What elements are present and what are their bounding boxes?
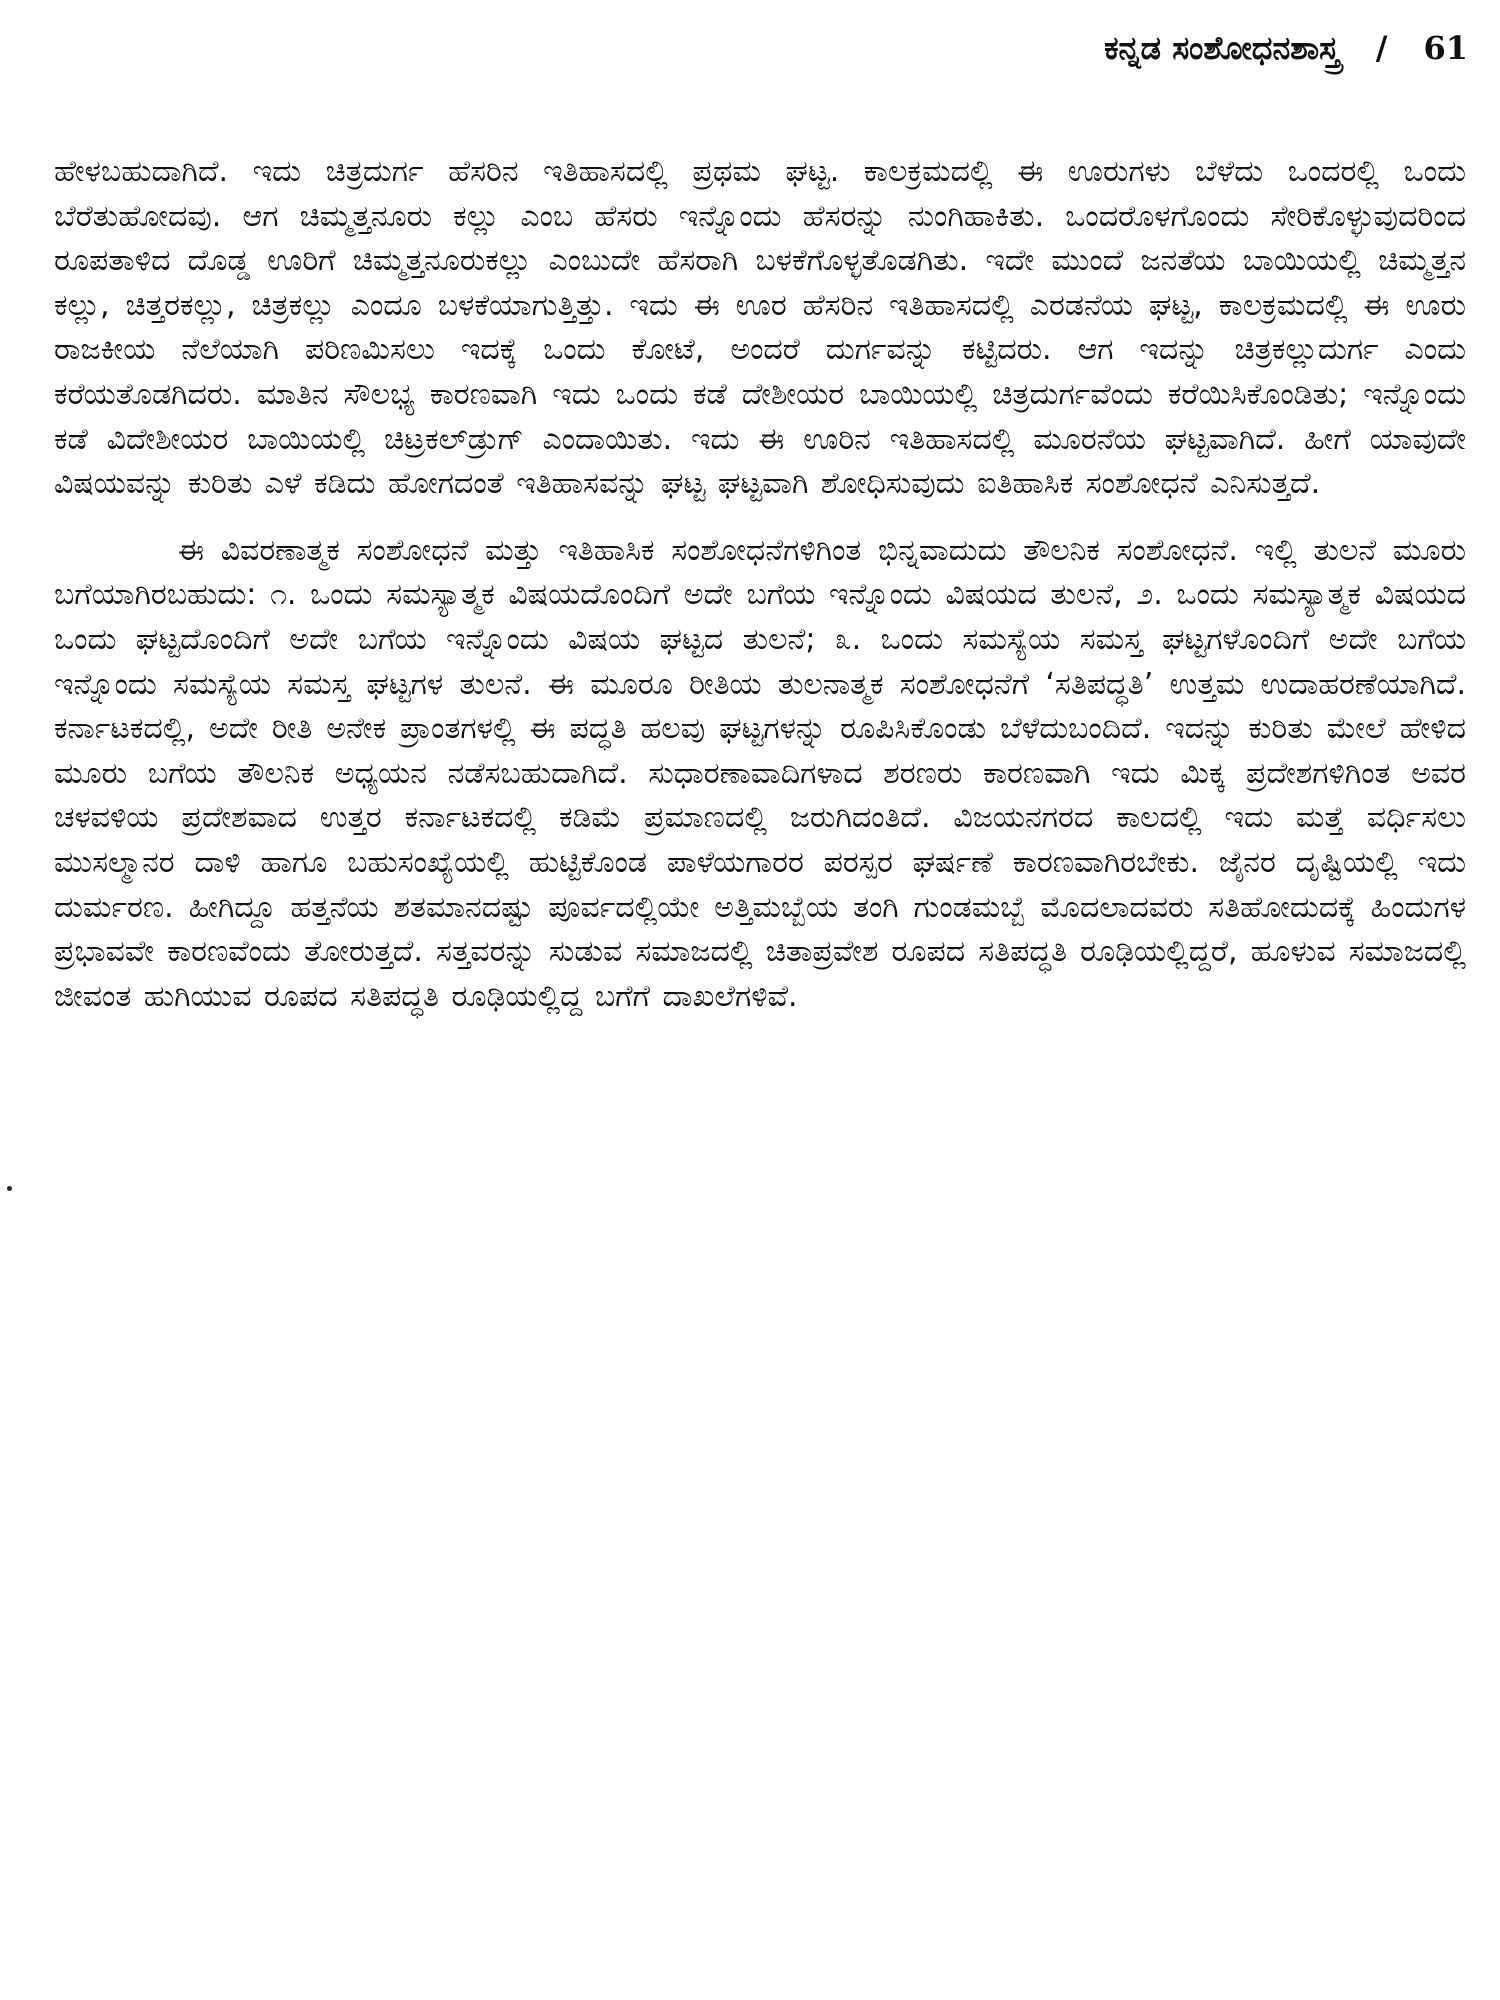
scan-speck xyxy=(7,1186,12,1191)
paragraph-1: ಹೇಳಬಹುದಾಗಿದೆ. ಇದು ಚಿತ್ರದುರ್ಗ ಹೆಸರಿನ ಇತಿಹಾಸದಲ್ಲಿ ಪ್ರಥಮ ಘಟ್ಟ. ಕಾಲಕ್ರಮದಲ್ಲಿ ಈ ಊರುಗಳು ಬೆಳೆದು ಒಂದರಲ್ಲಿ ಒಂದು ಬೆರೆತುಹೋದವು. ಆಗ ಚಿಮ್ಮತ್ತನೂರು ಕಲ್ಲು ಎಂಬ ಹೆಸರು ಇನ್ನೊಂದು ಹೆಸರನ್ನು ನುಂಗಿಹಾಕಿತು. ಒಂದರೊಳಗೊಂದು ಸೇರಿಕೊಳ್ಳುವುದರಿಂದ ರೂಪತಾಳಿದ ದೊಡ್ಡ ಊರಿಗೆ ಚಿಮ್ಮತ್ತನೂರುಕಲ್ಲು ಎಂಬುದೇ ಹೆಸರಾಗಿ ಬಳಕೆಗೊಳ್ಳತೊಡಗಿತು. ಇದೇ ಮುಂದೆ ಜನತೆಯ ಬಾಯಿಯಲ್ಲಿ ಚಿಮ್ಮತ್ತನ ಕಲ್ಲು, ಚಿತ್ತರಕಲ್ಲು, ಚಿತ್ರಕಲ್ಲು ಎಂದೂ ಬಳಕೆಯಾಗುತ್ತಿತ್ತು. ಇದು ಈ ಊರ ಹೆಸರಿನ ಇತಿಹಾಸದಲ್ಲಿ ಎರಡನೆಯ ಘಟ್ಟ, ಕಾಲಕ್ರಮದಲ್ಲಿ ಈ ಊರು ರಾಜಕೀಯ ನೆಲೆಯಾಗಿ ಪರಿಣಮಿಸಲು ಇದಕ್ಕೆ ಒಂದು ಕೋಟೆ, ಅಂದರೆ ದುರ್ಗವನ್ನು ಕಟ್ಟಿದರು. ಆಗ ಇದನ್ನು ಚಿತ್ರಕಲ್ಲುದುರ್ಗ ಎಂದು ಕರೆಯತೊಡಗಿದರು. ಮಾತಿನ ಸೌಲಭ್ಯ ಕಾರಣವಾಗಿ ಇದು ಒಂದು ಕಡೆ ದೇಶೀಯರ ಬಾಯಿಯಲ್ಲಿ ಚಿತ್ರದುರ್ಗವೆಂದು ಕರೆಯಿಸಿಕೊಂಡಿತು; ಇನ್ನೊಂದು ಕಡೆ ವಿದೇಶೀಯರ ಬಾಯಿಯಲ್ಲಿ ಚಿಟ್ರಕಲ್‌ಡ್ರುಗ್ ಎಂದಾಯಿತು. ಇದು ಈ ಊರಿನ ಇತಿಹಾಸದಲ್ಲಿ ಮೂರನೆಯ ಘಟ್ಟವಾಗಿದೆ. ಹೀಗೆ ಯಾವುದೇ ವಿಷಯವನ್ನು ಕುರಿತು ಎಳೆ ಕಡಿದು ಹೋಗದಂತೆ ಇತಿಹಾಸವನ್ನು ಘಟ್ಟ ಘಟ್ಟವಾಗಿ ಶೋಧಿಸುವುದು ಐತಿಹಾಸಿಕ ಸಂಶೋಧನೆ ಎನಿಸುತ್ತದೆ. xyxy=(54,154,1466,502)
header-separator: / xyxy=(1375,29,1388,67)
book-title: ಕನ್ನಡ ಸಂಶೋಧನಶಾಸ್ತ್ರ xyxy=(1104,29,1340,67)
body-text xyxy=(54,150,1466,1019)
paragraph-2: ಈ ವಿವರಣಾತ್ಮಕ ಸಂಶೋಧನೆ ಮತ್ತು ಇತಿಹಾಸಿಕ ಸಂಶೋಧನೆಗಳಿಗಿಂತ ಭಿನ್ನವಾದುದು ತೌಲನಿಕ ಸಂಶೋಧನೆ. ಇಲ್ಲಿ ತುಲನೆ ಮೂರು ಬಗೆಯಾಗಿರಬಹುದು: ೧. ಒಂದು ಸಮಸ್ಯಾತ್ಮಕ ವಿಷಯದೊಂದಿಗೆ ಅದೇ ಬಗೆಯ ಇನ್ನೊಂದು ವಿಷಯದ ತುಲನೆ, ೨. ಒಂದು ಸಮಸ್ಯಾತ್ಮಕ ವಿಷಯದ ಒಂದು ಘಟ್ಟದೊಂದಿಗೆ ಅದೇ ಬಗೆಯ ಇನ್ನೊಂದು ವಿಷಯ ಘಟ್ಟದ ತುಲನೆ; ೩. ಒಂದು ಸಮಸ್ಯೆಯ ಸಮಸ್ತ ಘಟ್ಟಗಳೊಂದಿಗೆ ಅದೇ ಬಗೆಯ ಇನ್ನೊಂದು ಸಮಸ್ಯೆಯ ಸಮಸ್ತ ಘಟ್ಟಗಳ ತುಲನೆ. ಈ ಮೂರೂ ರೀತಿಯ ತುಲನಾತ್ಮಕ ಸಂಶೋಧನೆಗೆ ‘ಸತಿಪದ್ಧತಿ’ ಉತ್ತಮ ಉದಾಹರಣೆಯಾಗಿದೆ. ಕರ್ನಾಟಕದಲ್ಲಿ, ಅದೇ ರೀತಿ ಅನೇಕ ಪ್ರಾಂತಗಳಲ್ಲಿ ಈ ಪದ್ಧತಿ ಹಲವು ಘಟ್ಟಗಳನ್ನು ರೂಪಿಸಿಕೊಂಡು ಬೆಳೆದುಬಂದಿದೆ. ಇದನ್ನು ಕುರಿತು ಮೇಲೆ ಹೇಳಿದ ಮೂರು ಬಗೆಯ ತೌಲನಿಕ ಅಧ್ಯಯನ ನಡೆಸಬಹುದಾಗಿದೆ. ಸುಧಾರಣಾವಾದಿಗಳಾದ ಶರಣರು ಕಾರಣವಾಗಿ ಇದು ಮಿಕ್ಕ ಪ್ರದೇಶಗಳಿಗಿಂತ ಅವರ ಚಳವಳಿಯ ಪ್ರದೇಶವಾದ ಉತ್ತರ ಕರ್ನಾಟಕದಲ್ಲಿ ಕಡಿಮೆ ಪ್ರಮಾಣದಲ್ಲಿ ಜರುಗಿದಂತಿದೆ. ವಿಜಯನಗರದ ಕಾಲದಲ್ಲಿ ಇದು ಮತ್ತೆ ವರ್ಧಿಸಲು ಮುಸಲ್ಮಾನರ ದಾಳಿ ಹಾಗೂ ಬಹುಸಂಖ್ಯೆಯಲ್ಲಿ ಹುಟ್ಟಿಕೊಂಡ ಪಾಳೆಯಗಾರರ ಪರಸ್ಪರ ಘರ್ಷಣೆ ಕಾರಣವಾಗಿರಬೇಕು. ಜೈನರ ದೃಷ್ಟಿಯಲ್ಲಿ ಇದು ದುರ್ಮರಣ. ಹೀಗಿದ್ದೂ ಹತ್ತನೆಯ ಶತಮಾನದಷ್ಟು ಪೂರ್ವದಲ್ಲಿಯೇ ಅತ್ತಿಮಬ್ಬೆಯ ತಂಗಿ ಗುಂಡಮಬ್ಬೆ ಮೊದಲಾದವರು ಸತಿಹೋದುದಕ್ಕೆ ಹಿಂದುಗಳ ಪ್ರಭಾವವೇ ಕಾರಣವೆಂದು ತೋರುತ್ತದೆ. ಸತ್ತವರನ್ನು ಸುಡುವ ಸಮಾಜದಲ್ಲಿ ಚಿತಾಪ್ರವೇಶ ರೂಪದ ಸತಿಪದ್ಧತಿ ರೂಢಿಯಲ್ಲಿದ್ದರೆ, ಹೂಳುವ ಸಮಾಜದಲ್ಲಿ ಜೀವಂತ ಹುಗಿಯುವ ರೂಪದ ಸತಿಪದ್ಧತಿ ರೂಢಿಯಲ್ಲಿದ್ದ ಬಗೆಗೆ ದಾಖಲೆಗಳಿವೆ. xyxy=(54,532,1466,1014)
running-header xyxy=(1104,22,1468,74)
page-number: 61 xyxy=(1423,29,1468,67)
